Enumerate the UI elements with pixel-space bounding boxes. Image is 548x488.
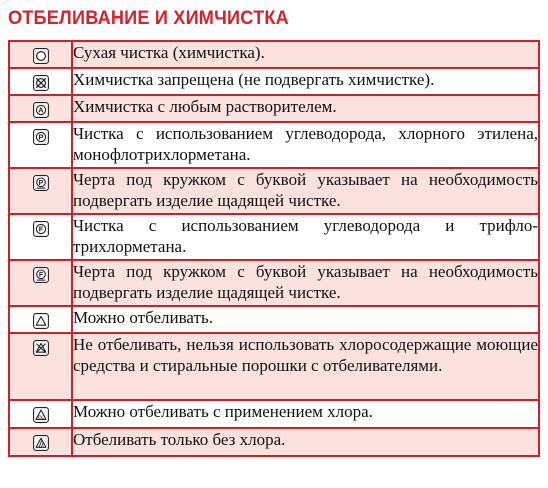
triangle-icon [33, 313, 49, 329]
circle-f-underline-icon [33, 267, 49, 283]
table-row [9, 428, 539, 456]
row-text: Можно отбеливать. [72, 306, 539, 333]
circle-icon [33, 48, 49, 64]
svg-text:CL: CL [37, 414, 44, 420]
table-row [9, 41, 539, 68]
circle-p-icon [33, 129, 49, 145]
row-text: Химчистка с любым растворителем. [72, 95, 539, 122]
table-row [9, 214, 539, 260]
row-text: Химчистка запрещена (не подвергать химчистке). [72, 68, 539, 95]
row-text: Можно отбеливать с применением хлора. [72, 400, 539, 428]
svg-text:F: F [38, 271, 43, 279]
svg-text:P: P [37, 132, 44, 142]
svg-text:F: F [38, 224, 43, 234]
row-text: Чистка с использованием углеводорода, хлорного этилена, монофлотрихлорметана. [72, 122, 539, 168]
table-row [9, 306, 539, 333]
row-text: Чистка с использованием углеводорода и трифлотрихлорметана. [72, 214, 539, 260]
row-text: Черта под кружком с буквой указывает на необходимость подвергать изделие щадящей чистке. [72, 260, 539, 306]
row-text: Отбеливать только без хлора. [72, 428, 539, 456]
table-row [9, 260, 539, 306]
striped-triangle-icon [33, 435, 49, 451]
section-title: ОТБЕЛИВАНИЕ И ХИМЧИСТКА [8, 7, 289, 29]
triangle-cl-icon [33, 407, 49, 423]
circle-p-underline-icon [33, 175, 49, 191]
table-row [9, 168, 539, 214]
row-text: Черта под кружком с буквой указывает на необходимость подвергать изделие щадящей чистке. [72, 168, 539, 214]
table-row [9, 400, 539, 428]
care-symbols-table [8, 40, 540, 457]
svg-text:A: A [37, 105, 44, 115]
row-text: Не отбеливать, нельзя использовать хлоросодержащие моющие средства и стиральные порошки с отбеливателями. [72, 333, 539, 400]
row-text: Сухая чистка (химчистка). [72, 41, 539, 68]
svg-text:P: P [38, 179, 43, 187]
table-row [9, 95, 539, 122]
crossed-triangle-icon [33, 340, 49, 356]
circle-a-icon [33, 102, 49, 118]
circle-f-icon [33, 221, 49, 237]
table-row [9, 68, 539, 95]
crossed-circle-icon [33, 75, 49, 91]
table-row [9, 122, 539, 168]
table-row [9, 333, 539, 400]
